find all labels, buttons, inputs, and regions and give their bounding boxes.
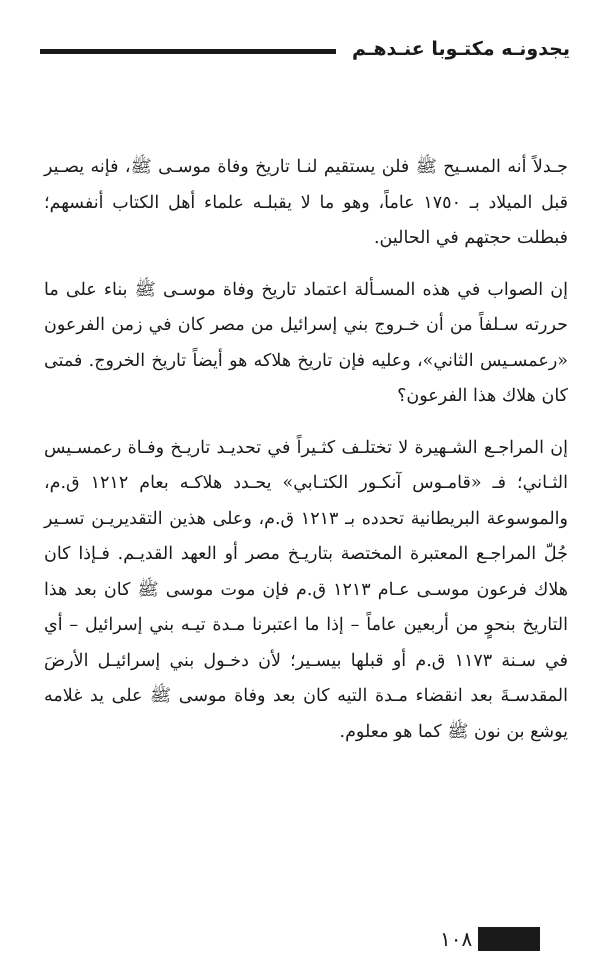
page-number: ١٠٨ xyxy=(440,927,473,951)
paragraph-3: إن المراجـع الشـهيرة لا تختلـف كثـيراً في تحديـد تاريـخ وفـاة رعمسـيس الثـاني؛ فـ «قامـوس آنكـور الكتـابي» يحـدد هلاكـه بعام ١٢١٢ ق.م، والموسوعة البريطانية تحدده بـ ١٢١٣ ق.م، وعلى هذين التقديريـن تسـير جُلّ المراجـع المعتبرة المختصة بتاريـخ مصر أو العهد القديـم. فـإذا كان هلاك فرعون موسـى عـام ١٢١٣ ق.م فإن موت موسى ﷺ كان بعد هذا التاريخ بنحوٍ من أربعين عاماً – إذا ما اعتبرنا مـدة تيـه بني إسرائيل – أي في سـنة ١١٧٣ ق.م أو قبلها بيسـير؛ لأن دخـول بني إسرائيـل الأرضَ المقدسـةَ بعد انقضاء مـدة التيه كان بعد وفاة موسى ﷺ على يد غلامه يوشع بن نون ﷺ كما هو معلوم. xyxy=(44,437,569,742)
footer-block xyxy=(478,927,540,951)
page-footer xyxy=(440,926,540,952)
paragraph-1: جـدلاً أنه المسـيح ﷺ فلن يستقيم لنـا تاريخ وفاة موسـى ﷺ، فإنه يصـير قبل الميلاد بـ ١٧٥٠ عاماً، وهو ما لا يقبلـه علماء أهل الكتاب أنفسهم؛ فبطلت حجتهم في الحالين. xyxy=(44,157,568,248)
header-rule xyxy=(40,49,336,54)
paragraph-2: إن الصواب في هذه المسـألة اعتماد تاريخ وفاة موسـى ﷺ بناء على ما حررته سـلفاً من أن خـروج بني إسرائيل من مصر كان في زمن الفرعون «رعمسـيس الثاني»، وعليه فإن تاريخ هلاكه هو أيضاً تاريخ الخروج. فمتى كان هلاك هذا الفرعون؟ xyxy=(44,279,568,406)
header-title: يجدونـه مكتـوبا عنـدهـم xyxy=(351,38,570,60)
body-text xyxy=(44,150,568,750)
running-header xyxy=(40,36,570,70)
